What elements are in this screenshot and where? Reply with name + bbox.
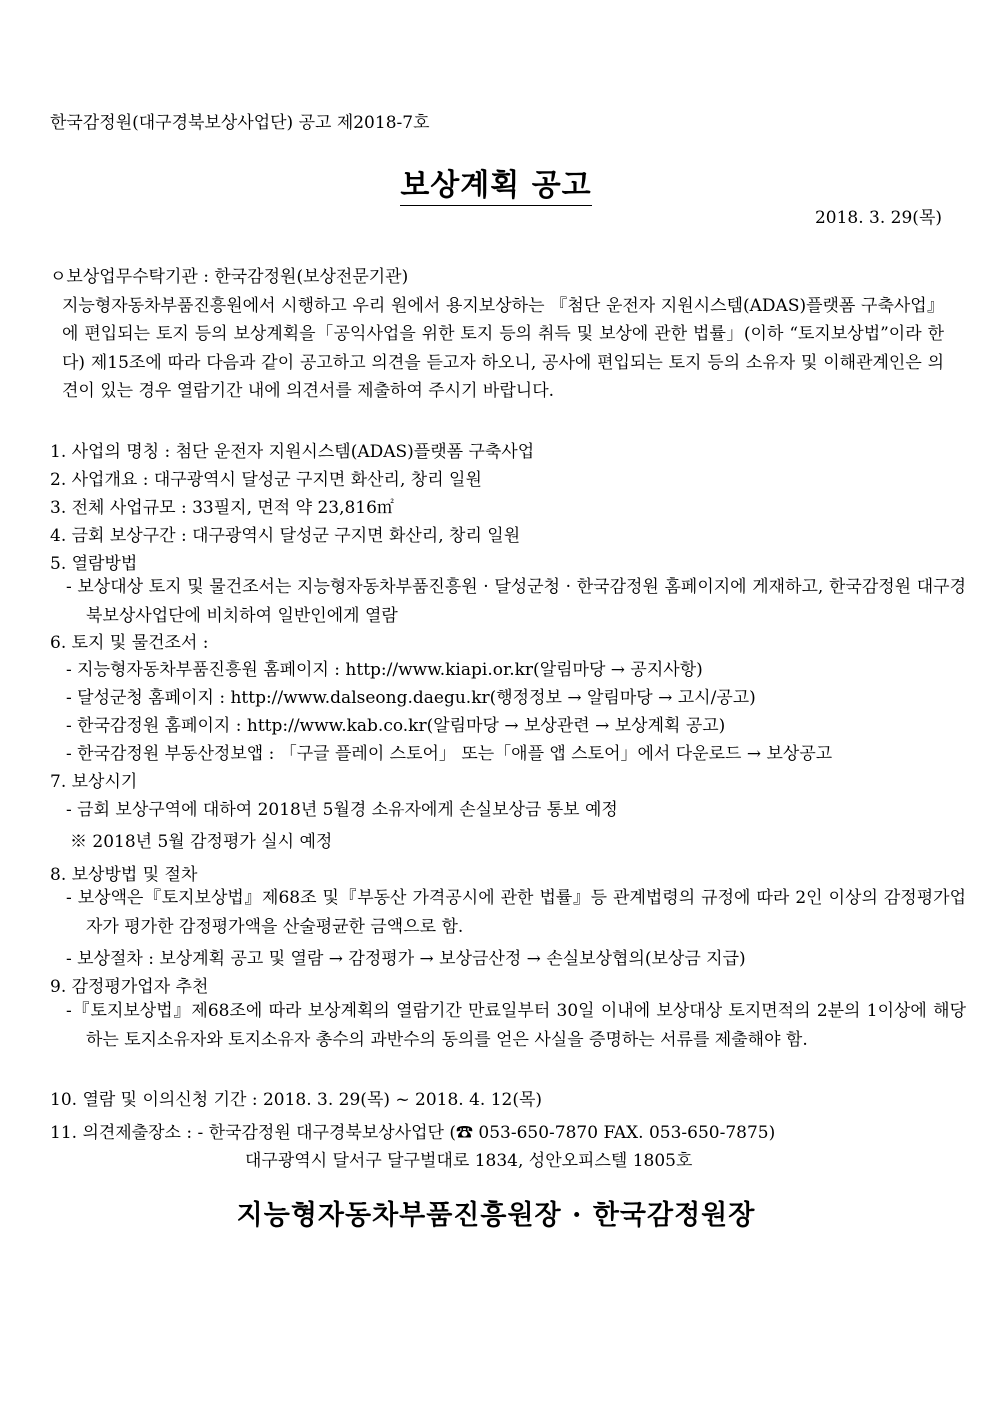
item-6-kiapi: - 지능형자동차부품진흥원 홈페이지 : http://www.kiapi.or.kr(알림마당 → 공지사항) xyxy=(66,660,703,680)
notice-number: 한국감정원(대구경북보상사업단) 공고 제2018-7호 xyxy=(50,113,430,133)
item-11-address: 대구광역시 달서구 달구벌대로 1834, 성안오피스텔 1805호 xyxy=(245,1151,693,1171)
intro-heading: ㅇ보상업무수탁기관 : 한국감정원(보상전문기관) xyxy=(50,267,409,287)
item-1: 1. 사업의 명칭 : 첨단 운전자 지원시스템(ADAS)플랫폼 구축사업 xyxy=(50,442,535,462)
item-10: 10. 열람 및 이의신청 기간 : 2018. 3. 29(목) ~ 2018. 4. 12(목) xyxy=(50,1090,543,1110)
item-11: 11. 의견제출장소 : - 한국감정원 대구경북보상사업단 (☎ 053-650-7870 FAX. 053-650-7875) xyxy=(50,1123,776,1143)
item-6: 6. 토지 및 물건조서 : xyxy=(50,633,209,653)
item-9-detail: -『토지보상법』제68조에 따라 보상계획의 열람기간 만료일부터 30일 이내에 보상대상 토지면적의 2분의 1이상에 해당하는 토지소유자와 토지소유자 총수의 과반수의 동의를 얻은 사실을 증명하는 서류를 제출해야 함. xyxy=(66,1001,966,1050)
notice-date: 2018. 3. 29(목) xyxy=(814,208,942,228)
item-8-procedure: - 보상절차 : 보상계획 공고 및 열람 → 감정평가 → 보상금산정 → 손실보상협의(보상금 지급) xyxy=(66,949,746,969)
item-8: 8. 보상방법 및 절차 xyxy=(50,865,198,885)
item-7-detail: - 금회 보상구역에 대하여 2018년 5월경 소유자에게 손실보상금 통보 예정 xyxy=(66,800,618,820)
item-2: 2. 사업개요 : 대구광역시 달성군 구지면 화산리, 창리 일원 xyxy=(50,470,482,490)
item-3: 3. 전체 사업규모 : 33필지, 면적 약 23,816㎡ xyxy=(50,498,394,518)
item-9: 9. 감정평가업자 추천 xyxy=(50,977,209,997)
item-6-kab: - 한국감정원 홈페이지 : http://www.kab.co.kr(알림마당 → 보상관련 → 보상계획 공고) xyxy=(66,716,726,736)
signature-line: 지능형자동차부품진흥원장 · 한국감정원장 xyxy=(236,1200,756,1231)
item-4: 4. 금회 보상구간 : 대구광역시 달성군 구지면 화산리, 창리 일원 xyxy=(50,526,521,546)
intro-body: 지능형자동차부품진흥원에서 시행하고 우리 원에서 용지보상하는 『첨단 운전자 지원시스템(ADAS)플랫폼 구축사업』에 편입되는 토지 등의 보상계획을「공익사업을 위한 토지 등의 취득 및 보상에 관한 법률」(이하 “토지보상법”이라 한다) 제15조에 따라 다음과 같이 공고하고 의견을 듣고자 하오니, 공사에 편입되는 토지 등의 소유자 및 이해관계인은 의견이 있는 경우 열람기간 내에 의견서를 제출하여 주시기 바랍니다. xyxy=(62,296,944,401)
page-title: 보상계획 공고 xyxy=(400,168,591,206)
item-8-method: - 보상액은『토지보상법』제68조 및『부동산 가격공시에 관한 법률』등 관계법령의 규정에 따라 2인 이상의 감정평가업자가 평가한 감정평가액을 산술평균한 금액으로 함. xyxy=(66,888,966,937)
item-7-note: ※ 2018년 5월 감정평가 실시 예정 xyxy=(70,832,333,852)
item-6-dalseong: - 달성군청 홈페이지 : http://www.dalseong.daegu.kr(행정정보 → 알림마당 → 고시/공고) xyxy=(66,688,756,708)
item-7: 7. 보상시기 xyxy=(50,772,138,792)
item-5-detail: - 보상대상 토지 및 물건조서는 지능형자동차부품진흥원 · 달성군청 · 한국감정원 홈페이지에 게재하고, 한국감정원 대구경북보상사업단에 비치하여 일반인에게 열람 xyxy=(66,577,966,626)
page-title-wrap xyxy=(0,160,992,204)
item-6-app: - 한국감정원 부동산정보앱 : 「구글 플레이 스토어」 또는「애플 앱 스토어」에서 다운로드 → 보상공고 xyxy=(66,744,833,764)
item-5: 5. 열람방법 xyxy=(50,554,138,574)
